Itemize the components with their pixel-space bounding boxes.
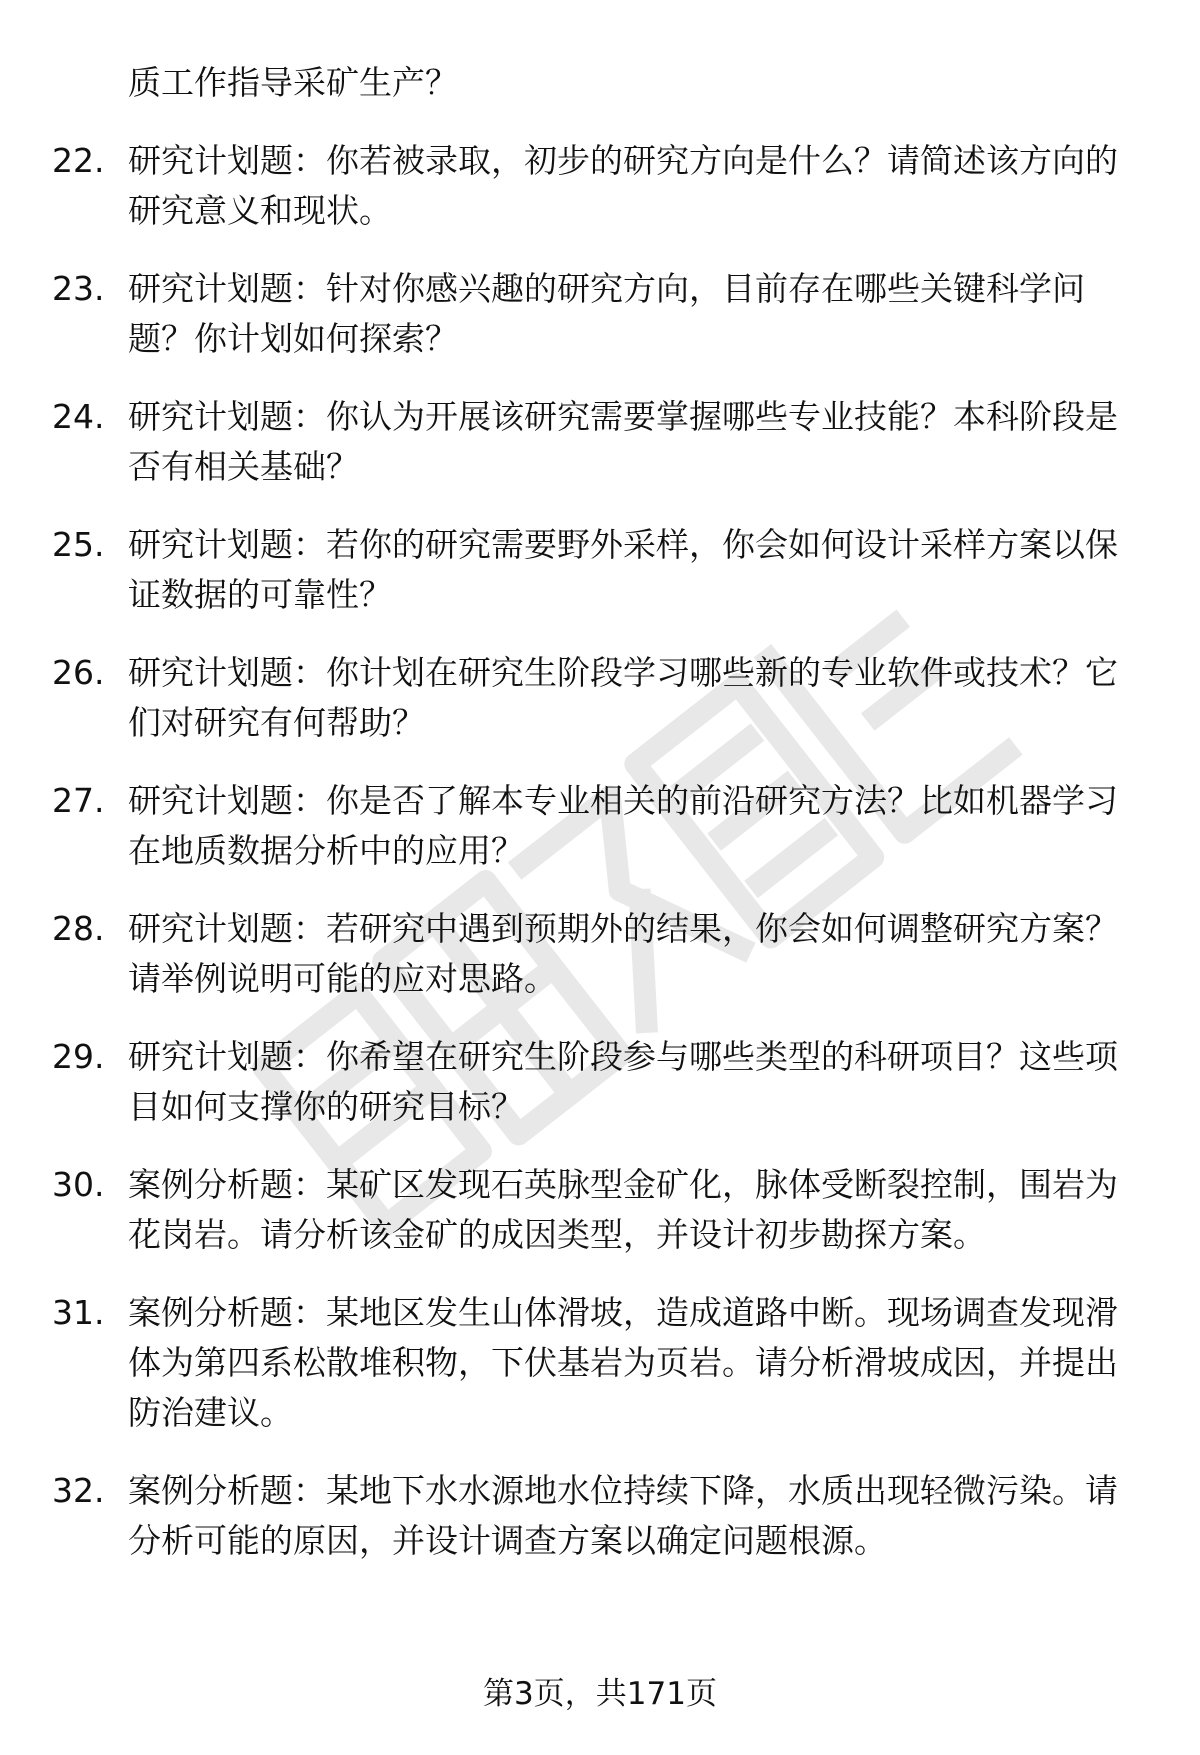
question-text: 研究计划题：你若被录取，初步的研究方向是什么？请简述该方向的研究意义和现状。 <box>128 141 1118 230</box>
question-item <box>52 776 1142 876</box>
question-list <box>52 58 1142 1566</box>
question-number: 28. <box>52 909 105 948</box>
question-text: 研究计划题：若你的研究需要野外采样，你会如何设计采样方案以保证数据的可靠性？ <box>128 525 1118 614</box>
question-number: 29. <box>52 1037 105 1076</box>
continuation-line: 质工作指导采矿生产？ <box>128 63 458 102</box>
question-item <box>52 520 1142 620</box>
question-number: 32. <box>52 1471 105 1510</box>
question-item <box>52 264 1142 364</box>
question-number: 27. <box>52 781 105 820</box>
question-text: 研究计划题：若研究中遇到预期外的结果，你会如何调整研究方案？请举例说明可能的应对思路。 <box>128 909 1118 998</box>
question-item <box>52 1160 1142 1260</box>
question-item <box>52 1032 1142 1132</box>
question-number: 30. <box>52 1165 105 1204</box>
question-text: 研究计划题：你是否了解本专业相关的前沿研究方法？比如机器学习在地质数据分析中的应用？ <box>128 781 1118 870</box>
question-item <box>52 1466 1142 1566</box>
question-number: 25. <box>52 525 105 564</box>
question-text: 研究计划题：你认为开展该研究需要掌握哪些专业技能？本科阶段是否有相关基础？ <box>128 397 1118 486</box>
question-item <box>52 648 1142 748</box>
question-text: 研究计划题：你计划在研究生阶段学习哪些新的专业软件或技术？它们对研究有何帮助？ <box>128 653 1118 742</box>
question-number: 31. <box>52 1293 105 1332</box>
question-number: 23. <box>52 269 105 308</box>
question-text: 研究计划题：你希望在研究生阶段参与哪些类型的科研项目？这些项目如何支撑你的研究目标？ <box>128 1037 1118 1126</box>
question-number: 24. <box>52 397 105 436</box>
question-item <box>52 392 1142 492</box>
question-text: 案例分析题：某地区发生山体滑坡，造成道路中断。现场调查发现滑体为第四系松散堆积物，下伏基岩为页岩。请分析滑坡成因，并提出防治建议。 <box>128 1293 1118 1432</box>
question-number: 22. <box>52 141 105 180</box>
question-text: 研究计划题：针对你感兴趣的研究方向，目前存在哪些关键科学问题？你计划如何探索？ <box>128 269 1085 358</box>
question-item <box>52 136 1142 236</box>
question-item <box>52 1288 1142 1438</box>
question-text: 案例分析题：某矿区发现石英脉型金矿化，脉体受断裂控制，围岩为花岗岩。请分析该金矿的成因类型，并设计初步勘探方案。 <box>128 1165 1118 1254</box>
page-footer: 第3页，共171页 <box>483 1676 717 1712</box>
question-item <box>52 904 1142 1004</box>
question-number: 26. <box>52 653 105 692</box>
question-text: 案例分析题：某地下水水源地水位持续下降，水质出现轻微污染。请分析可能的原因，并设计调查方案以确定问题根源。 <box>128 1471 1118 1560</box>
